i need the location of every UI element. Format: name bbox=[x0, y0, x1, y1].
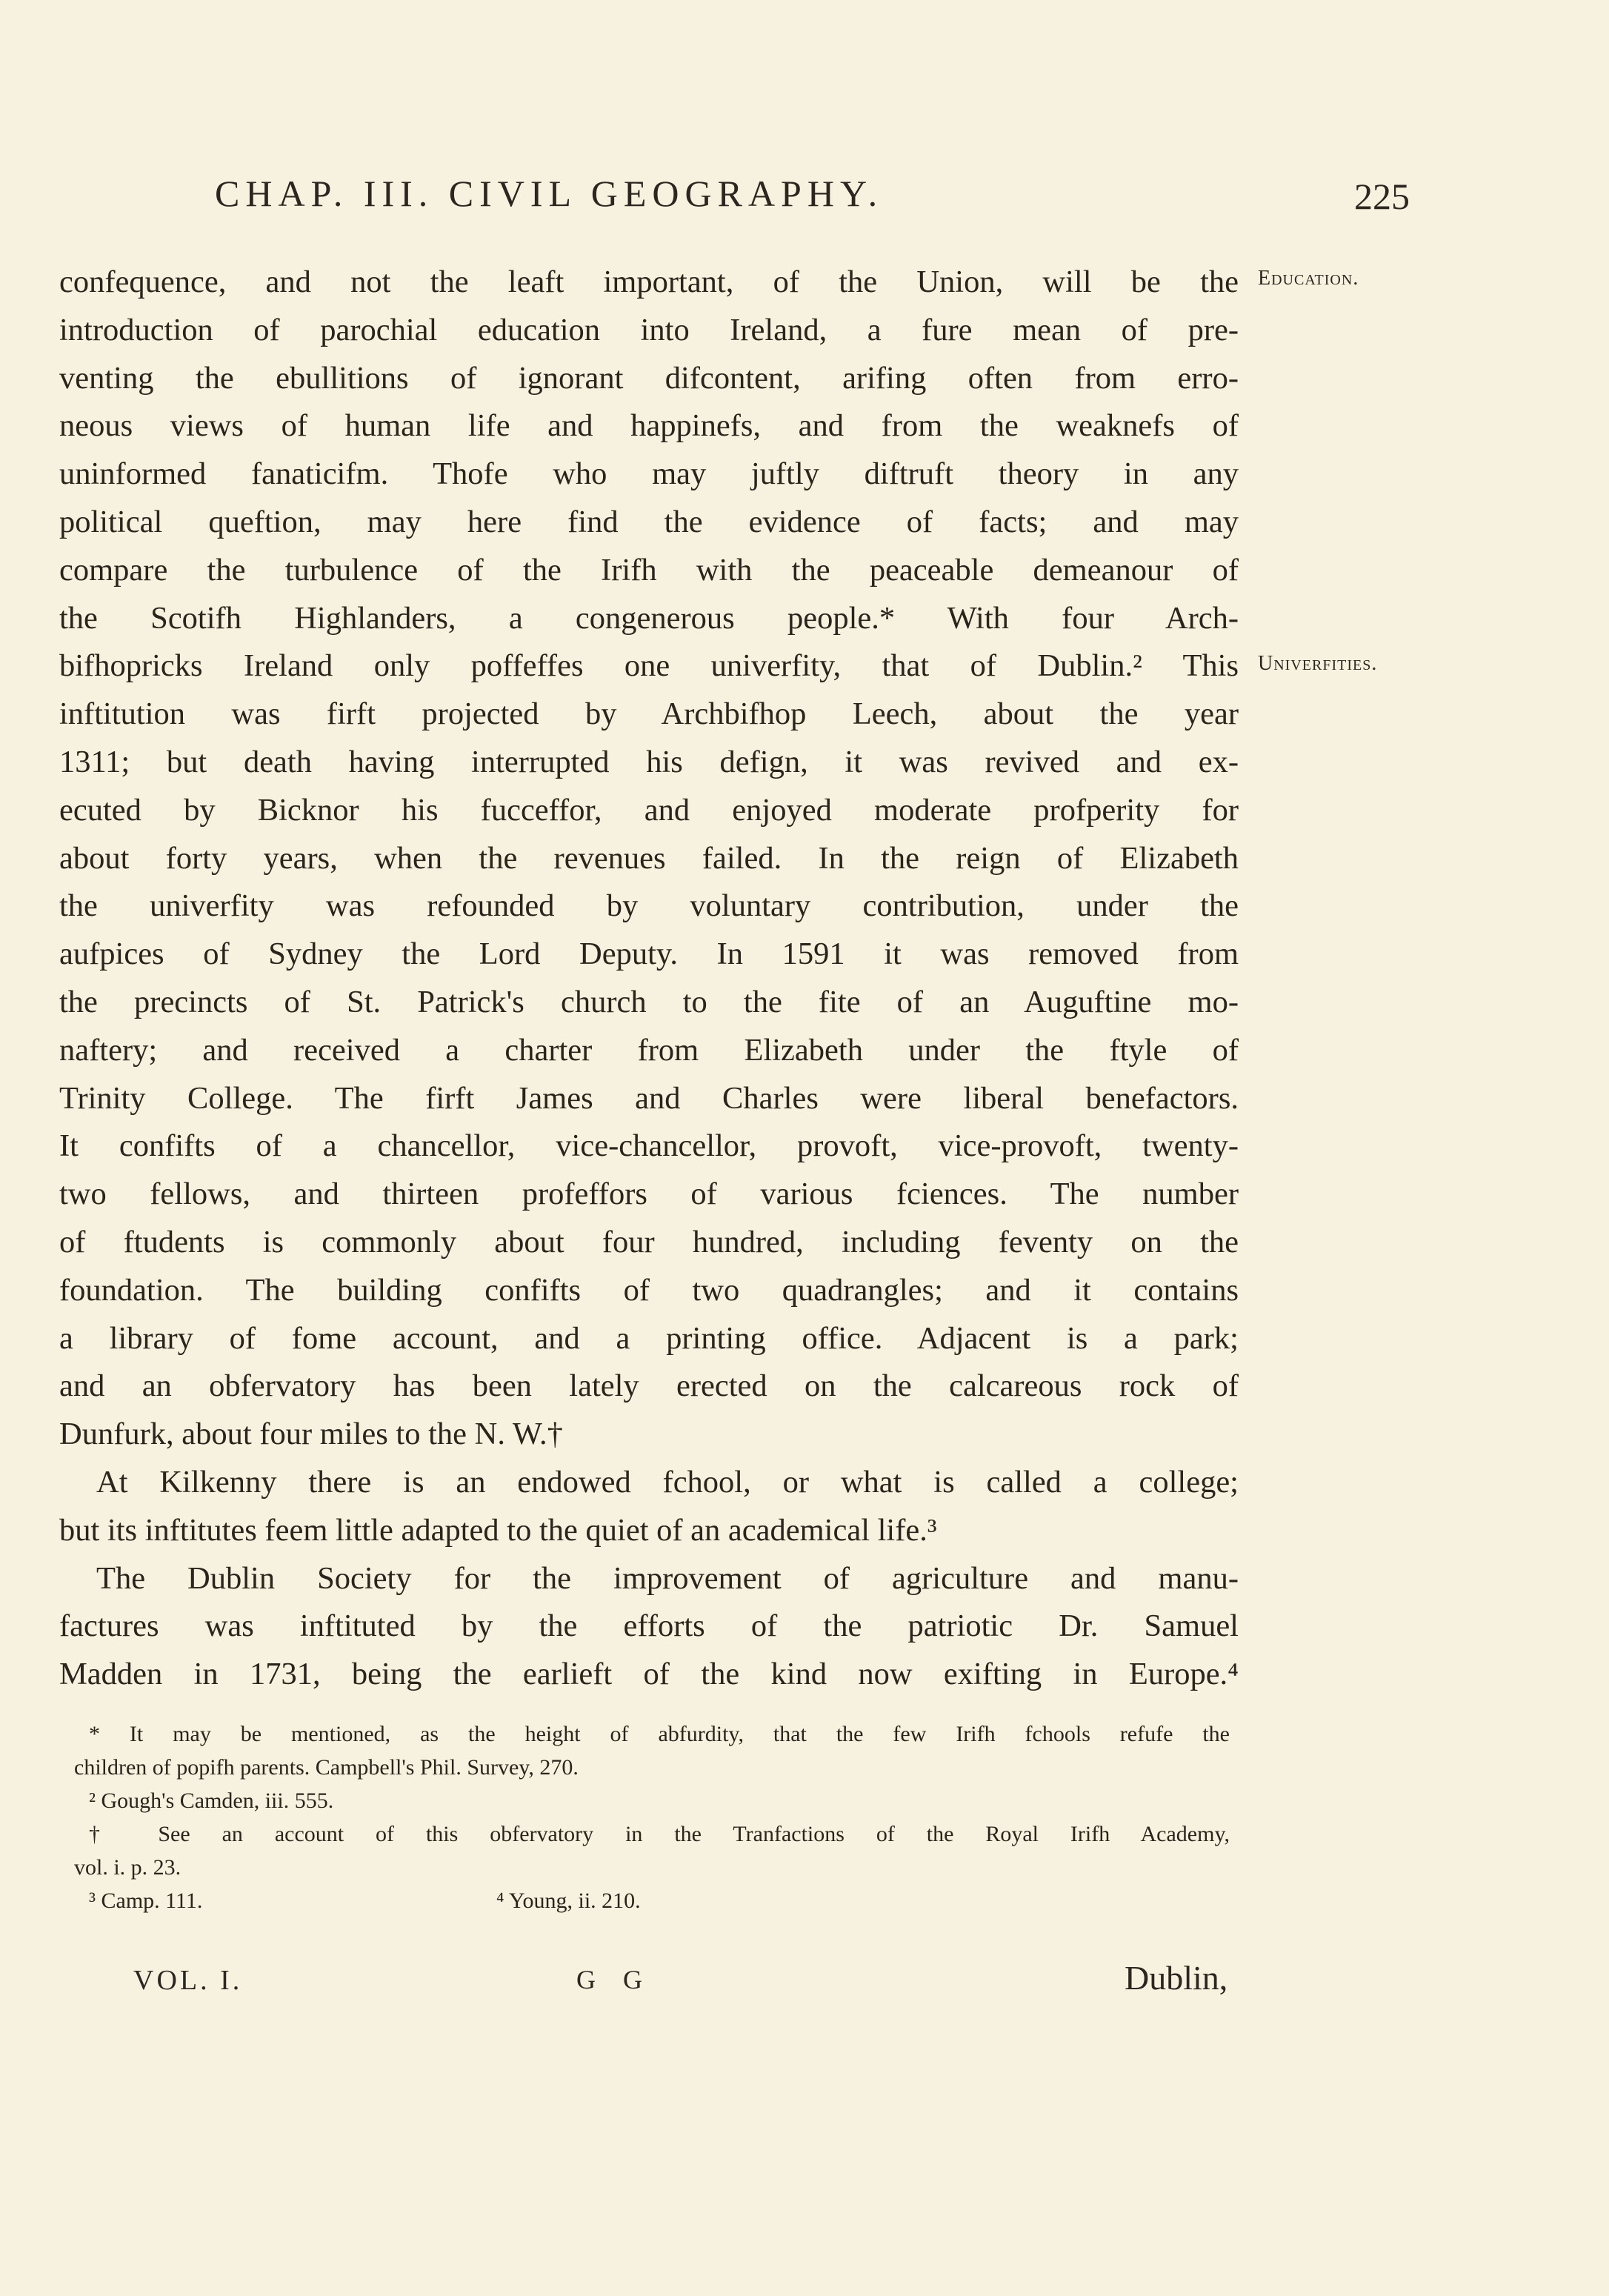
body-line: It confifts of a chancellor, vice-chancellor, provoft, vice-provoft, twenty- bbox=[59, 1128, 1239, 1164]
body-line: the Scotifh Highlanders, a congenerous people.* With four Arch- bbox=[59, 600, 1239, 636]
body-line: ecuted by Bicknor his fucceffor, and enjoyed moderate profperity for bbox=[59, 792, 1239, 828]
footnote-star-line: * It may be mentioned, as the height of abfurdity, that the few Irifh fchools refufe the bbox=[89, 1722, 1230, 1746]
footnote-4: ⁴ Young, ii. 210. bbox=[496, 1889, 641, 1913]
body-line: a library of fome account, and a printing office. Adjacent is a park; bbox=[59, 1320, 1239, 1356]
footnote-row bbox=[74, 1884, 1230, 1917]
body-line: naftery; and received a charter from Elizabeth under the ftyle of bbox=[59, 1032, 1239, 1068]
body-line: about forty years, when the revenues failed. In the reign of Elizabeth bbox=[59, 840, 1239, 876]
body-line: uninformed fanaticifm. Thofe who may juftly diftruft theory in any bbox=[59, 456, 1239, 492]
body-line: but its inftitutes feem little adapted to the quiet of an academical life.³ bbox=[59, 1512, 937, 1548]
footnote-star-line: children of popifh parents. Campbell's Phil. Survey, 270. bbox=[74, 1755, 579, 1780]
body-line: Trinity College. The firft James and Charles were liberal benefactors. bbox=[59, 1080, 1239, 1116]
body-line: factures was inftituted by the efforts of the patriotic Dr. Samuel bbox=[59, 1608, 1239, 1644]
body-line: 1311; but death having interrupted his defign, it was revived and ex- bbox=[59, 744, 1239, 779]
signature-mark: G G bbox=[576, 1965, 653, 1994]
page-signature-line bbox=[0, 1958, 1609, 2003]
body-line: political queftion, may here find the evidence of facts; and may bbox=[59, 504, 1239, 539]
body-line: bifhopricks Ireland only poffeffes one univerfity, that of Dublin.² This bbox=[59, 648, 1239, 684]
page-number: 225 bbox=[1354, 176, 1410, 217]
body-line: Dunfurk, about four miles to the N. W.† bbox=[59, 1417, 563, 1452]
running-head: CHAP. III. CIVIL GEOGRAPHY. bbox=[215, 173, 884, 214]
volume-label: VOL. I. bbox=[133, 1965, 243, 1996]
footnote-3: ³ Camp. 111. bbox=[89, 1889, 203, 1913]
body-line: inftitution was firft projected by Archbifhop Leech, about the year bbox=[59, 696, 1239, 732]
page-header bbox=[0, 172, 1609, 224]
body-line: venting the ebullitions of ignorant difcontent, arifing often from erro- bbox=[59, 360, 1239, 396]
body-line: two fellows, and thirteen profeffors of various fciences. The number bbox=[59, 1177, 1239, 1212]
body-line: At Kilkenny there is an endowed fchool, or what is called a college; bbox=[96, 1464, 1239, 1500]
body-line: of ftudents is commonly about four hundred, including feventy on the bbox=[59, 1224, 1239, 1260]
body-line: Madden in 1731, being the earlieft of the kind now exifting in Europe.⁴ bbox=[59, 1657, 1239, 1692]
catchword: Dublin, bbox=[1125, 1959, 1228, 1997]
body-line: neous views of human life and happinefs, and from the weaknefs of bbox=[59, 408, 1239, 444]
body-line: the precincts of St. Patrick's church to the fite of an Auguftine mo- bbox=[59, 984, 1239, 1019]
footnote-2: ² Gough's Camden, iii. 555. bbox=[89, 1788, 334, 1813]
body-line: confequence, and not the leaft important, of the Union, will be the bbox=[59, 264, 1239, 299]
margin-note-universities: Univerfities. bbox=[1258, 652, 1378, 675]
body-text bbox=[59, 259, 1239, 1699]
body-line: compare the turbulence of the Irifh with the peaceable demeanour of bbox=[59, 552, 1239, 588]
footnote-dagger-line: † See an account of this obfervatory in the Tranfactions of the Royal Irifh Academy, bbox=[89, 1822, 1230, 1846]
footnote-dagger-line: vol. i. p. 23. bbox=[74, 1855, 181, 1880]
body-line: The Dublin Society for the improvement of agriculture and manu- bbox=[96, 1560, 1239, 1596]
margin-note-education: Education. bbox=[1258, 267, 1359, 290]
body-line: and an obfervatory has been lately erected on the calcareous rock of bbox=[59, 1368, 1239, 1404]
body-line: the univerfity was refounded by voluntary contribution, under the bbox=[59, 888, 1239, 924]
body-line: foundation. The building confifts of two quadrangles; and it contains bbox=[59, 1272, 1239, 1308]
body-line: aufpices of Sydney the Lord Deputy. In 1591 it was removed from bbox=[59, 936, 1239, 972]
body-line: introduction of parochial education into Ireland, a fure mean of pre- bbox=[59, 312, 1239, 347]
footnotes bbox=[74, 1717, 1230, 1917]
